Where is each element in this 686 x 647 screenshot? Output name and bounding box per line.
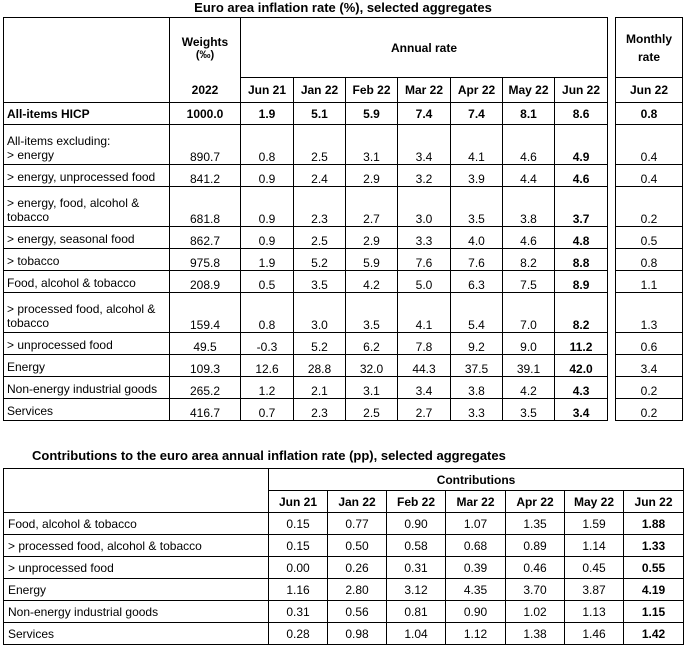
value-cell: 0.9	[241, 227, 294, 249]
value-cell: 12.6	[241, 355, 294, 377]
contribution-cell: 0.45	[565, 557, 624, 579]
column-header: Feb 22	[346, 78, 398, 103]
contribution-cell: 0.46	[506, 557, 565, 579]
weight-cell: 1000.0	[170, 103, 241, 125]
value-cell: 7.6	[398, 249, 451, 271]
contribution-cell: 3.87	[565, 579, 624, 601]
value-cell: 3.5	[451, 187, 503, 227]
value-cell: 4.8	[555, 227, 608, 249]
value-cell: 42.0	[555, 355, 608, 377]
value-cell: 3.0	[294, 293, 346, 333]
value-cell: 2.1	[294, 377, 346, 399]
value-cell: 0.8	[241, 293, 294, 333]
row-label-text: Food, alcohol & tobacco	[7, 276, 136, 290]
value-cell: 5.2	[294, 249, 346, 271]
weights-unit-label: (‰)	[195, 48, 215, 61]
value-cell: 2.3	[294, 399, 346, 421]
monthly-rate-table	[615, 17, 683, 421]
weights-header	[170, 18, 241, 78]
row-label-text: > unprocessed food	[7, 338, 113, 352]
value-cell: 9.0	[503, 333, 555, 355]
value-cell: 39.1	[503, 355, 555, 377]
value-cell: 0.9	[241, 165, 294, 187]
value-cell: 2.5	[294, 125, 346, 165]
contribution-cell: 1.46	[565, 623, 624, 645]
value-cell: 8.8	[555, 249, 608, 271]
weights-year-header: 2022	[170, 78, 241, 103]
table-row	[4, 513, 684, 535]
value-cell: 7.8	[398, 333, 451, 355]
column-header: May 22	[503, 78, 555, 103]
table-row	[4, 187, 608, 227]
row-label-text: > energy, seasonal food	[7, 232, 135, 246]
value-cell: 3.4	[398, 125, 451, 165]
value-cell: 1.9	[241, 103, 294, 125]
value-cell: 8.1	[503, 103, 555, 125]
value-cell: 2.4	[294, 165, 346, 187]
value-cell: 5.4	[451, 293, 503, 333]
contribution-cell: 0.68	[446, 535, 506, 557]
corner-cell-lower	[4, 491, 269, 513]
value-cell: 5.1	[294, 103, 346, 125]
value-cell: 2.5	[346, 399, 398, 421]
value-cell: 7.4	[451, 103, 503, 125]
contribution-cell: 0.26	[328, 557, 387, 579]
value-cell: 4.6	[503, 125, 555, 165]
weight-cell: 49.5	[170, 333, 241, 355]
column-header: Apr 22	[506, 491, 565, 513]
contribution-cell: 4.35	[446, 579, 506, 601]
value-cell: 28.8	[294, 355, 346, 377]
value-cell: 8.9	[555, 271, 608, 293]
contribution-cell: 1.16	[269, 579, 328, 601]
table-row	[4, 103, 608, 125]
monthly-value-cell: 0.8	[616, 249, 683, 271]
column-header-row	[4, 78, 608, 103]
value-cell: 0.9	[241, 187, 294, 227]
monthly-row	[616, 399, 683, 421]
row-label-text: > energy, unprocessed food	[7, 170, 156, 184]
monthly-value-cell: 0.4	[616, 165, 683, 187]
value-cell: 6.2	[346, 333, 398, 355]
contribution-cell: 1.07	[446, 513, 506, 535]
contribution-cell: 0.89	[506, 535, 565, 557]
row-label	[4, 227, 170, 249]
weight-cell: 265.2	[170, 377, 241, 399]
monthly-row	[616, 103, 683, 125]
corner-cell	[4, 18, 170, 78]
value-cell: 3.4	[555, 399, 608, 421]
contribution-cell: 4.19	[624, 579, 684, 601]
value-cell: 4.9	[555, 125, 608, 165]
column-header: Jun 22	[624, 491, 684, 513]
contribution-cell: 0.50	[328, 535, 387, 557]
value-cell: 2.5	[294, 227, 346, 249]
value-cell: 4.2	[503, 377, 555, 399]
contribution-cell: 1.42	[624, 623, 684, 645]
table-row	[4, 271, 608, 293]
table-row	[4, 377, 608, 399]
contributions-header: Contributions	[269, 469, 684, 491]
value-cell: 3.5	[503, 399, 555, 421]
value-cell: 3.1	[346, 377, 398, 399]
monthly-value-cell: 1.3	[616, 293, 683, 333]
contribution-cell: 3.70	[506, 579, 565, 601]
contribution-cell: 3.12	[387, 579, 446, 601]
corner-cell-lower	[4, 78, 170, 103]
monthly-value-cell: 3.4	[616, 355, 683, 377]
value-cell: 7.5	[503, 271, 555, 293]
row-label	[4, 187, 170, 227]
row-label-text: Non-energy industrial goods	[7, 382, 158, 396]
table-row	[4, 227, 608, 249]
monthly-row	[616, 355, 683, 377]
monthly-row	[616, 377, 683, 399]
value-cell: 3.8	[451, 377, 503, 399]
value-cell: 4.3	[555, 377, 608, 399]
row-label-text: All-items HICP	[7, 106, 90, 121]
contribution-cell: 0.58	[387, 535, 446, 557]
value-cell: 3.5	[294, 271, 346, 293]
value-cell: 2.9	[346, 165, 398, 187]
column-header: Jun 21	[269, 491, 328, 513]
contribution-cell: 1.33	[624, 535, 684, 557]
value-cell: 32.0	[346, 355, 398, 377]
table-row	[4, 399, 608, 421]
monthly-row	[616, 165, 683, 187]
column-header: Mar 22	[446, 491, 506, 513]
value-cell: 3.3	[398, 227, 451, 249]
monthly-column-header: Jun 22	[616, 78, 683, 103]
monthly-rate-header: Monthly rate	[616, 18, 683, 78]
contribution-cell: 0.98	[328, 623, 387, 645]
column-header: Jun 22	[555, 78, 608, 103]
monthly-value-cell: 0.6	[616, 333, 683, 355]
row-label	[4, 249, 170, 271]
row-label	[4, 293, 170, 333]
row-label	[4, 125, 170, 165]
excluding-label: All-items excluding:	[7, 134, 111, 148]
value-cell: 2.7	[398, 399, 451, 421]
contributions-table	[3, 468, 684, 645]
contribution-cell: 0.00	[269, 557, 328, 579]
column-header: Jan 22	[294, 78, 346, 103]
value-cell: 8.2	[555, 293, 608, 333]
row-label: Non-energy industrial goods	[4, 601, 269, 623]
value-cell: 37.5	[451, 355, 503, 377]
contribution-cell: 1.13	[565, 601, 624, 623]
contribution-cell: 0.28	[269, 623, 328, 645]
value-cell: 4.6	[503, 227, 555, 249]
inflation-rate-table	[3, 17, 608, 421]
value-cell: 1.9	[241, 249, 294, 271]
contributions-table-title: Contributions to the euro area annual inflation rate (pp), selected aggregates	[32, 448, 506, 463]
value-cell: 4.0	[451, 227, 503, 249]
table-row	[4, 535, 684, 557]
contribution-cell: 0.90	[446, 601, 506, 623]
weight-cell: 862.7	[170, 227, 241, 249]
contribution-cell: 0.39	[446, 557, 506, 579]
monthly-row	[616, 271, 683, 293]
value-cell: 7.6	[451, 249, 503, 271]
column-header: Jun 21	[241, 78, 294, 103]
value-cell: 3.9	[451, 165, 503, 187]
column-header-row	[4, 491, 684, 513]
value-cell: 5.2	[294, 333, 346, 355]
row-label: > processed food, alcohol & tobacco	[4, 535, 269, 557]
monthly-row	[616, 249, 683, 271]
value-cell: 4.2	[346, 271, 398, 293]
monthly-row	[616, 227, 683, 249]
contribution-cell: 0.31	[269, 601, 328, 623]
table-row	[4, 601, 684, 623]
contribution-cell: 1.12	[446, 623, 506, 645]
row-label	[4, 271, 170, 293]
value-cell: 2.7	[346, 187, 398, 227]
value-cell: 3.5	[346, 293, 398, 333]
table-row	[4, 333, 608, 355]
weights-header-label: Weights	[181, 34, 229, 49]
value-cell: 0.8	[241, 125, 294, 165]
value-cell: 1.2	[241, 377, 294, 399]
value-cell: 3.1	[346, 125, 398, 165]
contribution-cell: 0.55	[624, 557, 684, 579]
contribution-cell: 1.88	[624, 513, 684, 535]
monthly-row	[616, 333, 683, 355]
value-cell: 6.3	[451, 271, 503, 293]
contribution-cell: 1.38	[506, 623, 565, 645]
contribution-cell: 1.35	[506, 513, 565, 535]
annual-rate-header: Annual rate	[241, 18, 608, 78]
weight-cell: 681.8	[170, 187, 241, 227]
value-cell: 2.9	[346, 227, 398, 249]
row-label-text: Services	[7, 404, 54, 418]
contribution-cell: 0.15	[269, 535, 328, 557]
value-cell: 7.0	[503, 293, 555, 333]
monthly-row	[616, 187, 683, 227]
contribution-cell: 0.15	[269, 513, 328, 535]
row-label	[4, 333, 170, 355]
contribution-cell: 0.81	[387, 601, 446, 623]
row-label-text: Energy	[7, 360, 46, 374]
row-label	[4, 399, 170, 421]
value-cell: 4.6	[555, 165, 608, 187]
contribution-cell: 0.56	[328, 601, 387, 623]
value-cell: 3.8	[503, 187, 555, 227]
monthly-value-cell: 0.4	[616, 125, 683, 165]
value-cell: 3.0	[398, 187, 451, 227]
inflation-table-title: Euro area inflation rate (%), selected aggregates	[194, 0, 492, 15]
table-row	[4, 623, 684, 645]
value-cell: 4.1	[398, 293, 451, 333]
value-cell: 2.3	[294, 187, 346, 227]
value-cell: -0.3	[241, 333, 294, 355]
value-cell: 7.4	[398, 103, 451, 125]
value-cell: 3.7	[555, 187, 608, 227]
weight-cell: 841.2	[170, 165, 241, 187]
value-cell: 44.3	[398, 355, 451, 377]
value-cell: 3.4	[398, 377, 451, 399]
row-label	[4, 377, 170, 399]
value-cell: 5.9	[346, 103, 398, 125]
weight-cell: 416.7	[170, 399, 241, 421]
monthly-value-cell: 0.8	[616, 103, 683, 125]
table-row	[4, 355, 608, 377]
table-row	[4, 249, 608, 271]
contribution-cell: 0.90	[387, 513, 446, 535]
value-cell: 3.2	[398, 165, 451, 187]
contribution-cell: 1.15	[624, 601, 684, 623]
contribution-cell: 1.14	[565, 535, 624, 557]
monthly-value-cell: 1.1	[616, 271, 683, 293]
weight-cell: 975.8	[170, 249, 241, 271]
value-cell: 5.0	[398, 271, 451, 293]
contribution-cell: 0.31	[387, 557, 446, 579]
contribution-cell: 0.77	[328, 513, 387, 535]
row-label: Services	[4, 623, 269, 645]
table-row	[4, 557, 684, 579]
row-label-text: > energy	[7, 148, 55, 162]
table-row	[4, 125, 608, 165]
value-cell: 11.2	[555, 333, 608, 355]
value-cell: 8.6	[555, 103, 608, 125]
contribution-cell: 1.04	[387, 623, 446, 645]
value-cell: 4.1	[451, 125, 503, 165]
value-cell: 4.4	[503, 165, 555, 187]
monthly-row	[616, 125, 683, 165]
monthly-row	[616, 293, 683, 333]
monthly-value-cell: 0.2	[616, 399, 683, 421]
value-cell: 3.3	[451, 399, 503, 421]
row-label: Food, alcohol & tobacco	[4, 513, 269, 535]
weight-cell: 109.3	[170, 355, 241, 377]
value-cell: 5.9	[346, 249, 398, 271]
row-label	[4, 355, 170, 377]
row-label	[4, 165, 170, 187]
row-label: > unprocessed food	[4, 557, 269, 579]
value-cell: 8.2	[503, 249, 555, 271]
monthly-value-cell: 0.2	[616, 377, 683, 399]
weight-cell: 159.4	[170, 293, 241, 333]
weight-cell: 208.9	[170, 271, 241, 293]
row-label	[4, 103, 170, 125]
monthly-value-cell: 0.5	[616, 227, 683, 249]
contribution-cell: 1.02	[506, 601, 565, 623]
table-row	[4, 165, 608, 187]
contribution-cell: 2.80	[328, 579, 387, 601]
table-row	[4, 579, 684, 601]
value-cell: 9.2	[451, 333, 503, 355]
column-header: May 22	[565, 491, 624, 513]
value-cell: 0.5	[241, 271, 294, 293]
corner-cell	[4, 469, 269, 491]
contribution-cell: 1.59	[565, 513, 624, 535]
row-label-text: > processed food, alcohol & tobacco	[7, 302, 156, 330]
value-cell: 0.7	[241, 399, 294, 421]
monthly-value-cell: 0.2	[616, 187, 683, 227]
row-label-text: > energy, food, alcohol & tobacco	[7, 196, 140, 224]
column-header: Apr 22	[451, 78, 503, 103]
row-label: Energy	[4, 579, 269, 601]
column-header: Feb 22	[387, 491, 446, 513]
table-row	[4, 293, 608, 333]
weight-cell: 890.7	[170, 125, 241, 165]
row-label-text: > tobacco	[7, 254, 60, 268]
column-header: Jan 22	[328, 491, 387, 513]
column-header: Mar 22	[398, 78, 451, 103]
